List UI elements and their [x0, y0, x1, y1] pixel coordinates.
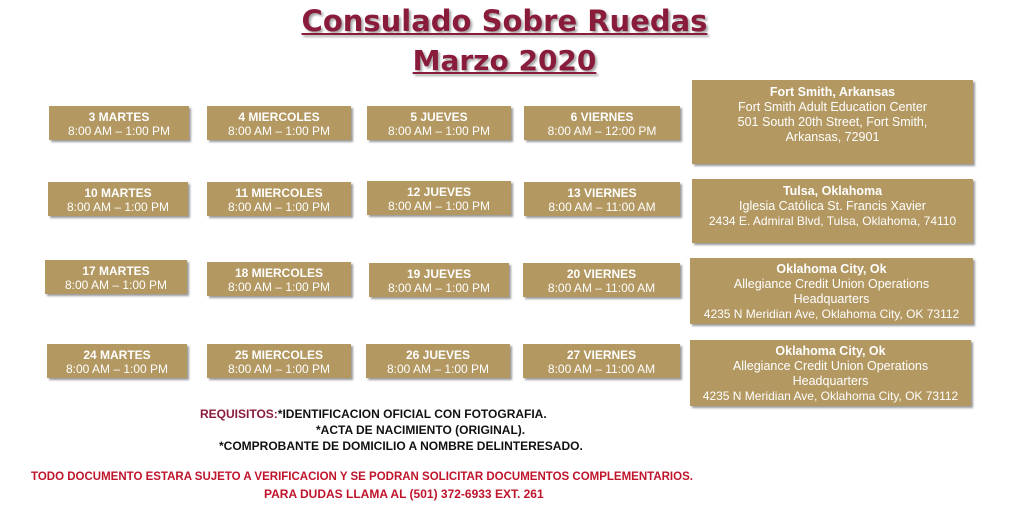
location-line: Arkansas, 72901 [785, 130, 880, 144]
requirement-item: *ACTA DE NACIMIENTO (ORIGINAL). [316, 423, 526, 437]
location-line: Fort Smith Adult Education Center [738, 100, 927, 114]
location-line: Headquarters [793, 292, 870, 306]
schedule-cell [207, 106, 351, 140]
requirements-label: REQUISITOS: [200, 407, 278, 421]
page-subtitle: Marzo 2020 [412, 44, 597, 77]
contact-info: PARA DUDAS LLAMA AL (501) 372-6933 EXT. 261 [264, 487, 544, 501]
verification-notice: TODO DOCUMENTO ESTARA SUJETO A VERIFICACION Y SE PODRAN SOLICITAR DOCUMENTOS COMPLEMENTARIOS. [31, 471, 693, 483]
hours-label: 8:00 AM – 1:00 PM [227, 200, 331, 214]
location-city: Fort Smith, Arkansas [769, 85, 896, 99]
location-line: 2434 E. Admiral Blvd, Tulsa, Oklahoma, 74110 [708, 214, 957, 228]
hours-label: 8:00 AM – 11:00 AM [547, 281, 656, 295]
day-label: 27 VIERNES [566, 348, 637, 362]
schedule-cell [367, 181, 511, 215]
day-label: 12 JUEVES [406, 185, 472, 199]
hours-label: 8:00 AM – 1:00 PM [66, 200, 170, 214]
schedule-cell [524, 106, 680, 140]
location-city: Oklahoma City, Ok [775, 344, 886, 358]
day-label: 10 MARTES [84, 186, 152, 200]
hours-label: 8:00 AM – 1:00 PM [227, 124, 331, 138]
day-label: 3 MARTES [88, 110, 150, 124]
day-label: 13 VIERNES [567, 186, 637, 200]
schedule-cell [207, 344, 351, 378]
hours-label: 8:00 AM – 1:00 PM [227, 280, 331, 294]
location-city: Tulsa, Oklahoma [782, 184, 883, 198]
day-label: 20 VIERNES [566, 267, 637, 281]
hours-label: 8:00 AM – 1:00 PM [67, 124, 171, 138]
day-label: 25 MIERCOLES [234, 348, 324, 362]
location-line: Iglesia Católica St. Francis Xavier [739, 199, 926, 213]
location-line: Headquarters [792, 374, 869, 388]
location-line: Allegiance Credit Union Operations [733, 277, 930, 291]
page-title: Consulado Sobre Ruedas [301, 4, 708, 38]
hours-label: 8:00 AM – 1:00 PM [65, 362, 169, 376]
day-label: 6 VIERNES [570, 110, 634, 124]
schedule-cell [207, 182, 351, 216]
day-label: 26 JUEVES [405, 348, 471, 362]
requirements-line-1 [200, 407, 547, 421]
location-box [690, 258, 973, 324]
location-city: Oklahoma City, Ok [776, 262, 887, 276]
requirements-line-3 [219, 439, 583, 453]
day-label: 5 JUEVES [410, 110, 468, 124]
location-box [692, 80, 973, 164]
schedule-cell [367, 106, 511, 140]
day-label: 11 MIERCOLES [235, 186, 323, 200]
location-line: 4235 N Meridian Ave, Oklahoma City, OK 73112 [702, 389, 959, 403]
schedule-cell [523, 263, 680, 297]
hours-label: 8:00 AM – 11:00 AM [547, 362, 656, 376]
location-line: Allegiance Credit Union Operations [732, 359, 929, 373]
day-label: 18 MIERCOLES [234, 266, 324, 280]
schedule-cell [366, 344, 510, 378]
location-line: 501 South 20th Street, Fort Smith, [737, 115, 928, 129]
schedule-cell [523, 344, 680, 378]
requirement-item: *COMPROBANTE DE DOMICILIO A NOMBRE DELINTERESADO. [219, 439, 583, 453]
hours-label: 8:00 AM – 1:00 PM [387, 124, 491, 138]
location-line: 4235 N Meridian Ave, Oklahoma City, OK 73112 [703, 307, 960, 321]
schedule-cell [49, 106, 189, 140]
hours-label: 8:00 AM – 1:00 PM [64, 278, 168, 292]
schedule-cell [48, 182, 188, 216]
day-label: 17 MARTES [82, 264, 150, 278]
day-label: 19 JUEVES [406, 267, 472, 281]
day-label: 4 MIERCOLES [238, 110, 320, 124]
hours-label: 8:00 AM – 1:00 PM [387, 281, 491, 295]
schedule-cell [207, 262, 351, 296]
hours-label: 8:00 AM – 12:00 PM [547, 124, 657, 138]
schedule-cell [47, 344, 187, 378]
day-label: 24 MARTES [83, 348, 151, 362]
schedule-cell [524, 182, 680, 216]
schedule-cell [45, 260, 187, 294]
location-box [692, 179, 973, 243]
hours-label: 8:00 AM – 1:00 PM [386, 362, 490, 376]
hours-label: 8:00 AM – 1:00 PM [227, 362, 331, 376]
requirements-line-2 [316, 423, 525, 437]
schedule-cell [369, 263, 509, 297]
requirement-item: *IDENTIFICACION OFICIAL CON FOTOGRAFIA. [277, 407, 547, 421]
location-box [690, 340, 971, 406]
hours-label: 8:00 AM – 11:00 AM [548, 200, 656, 214]
hours-label: 8:00 AM – 1:00 PM [387, 199, 491, 213]
